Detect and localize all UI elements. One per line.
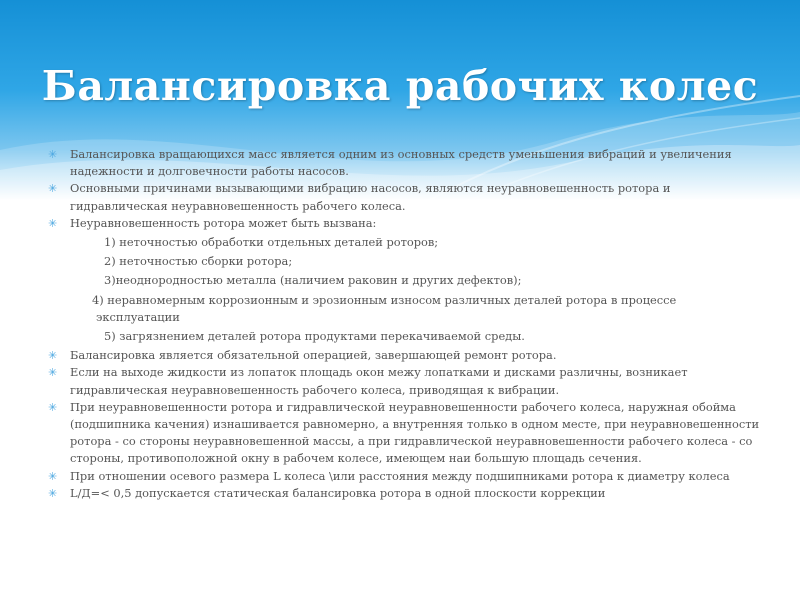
star-bullet-icon: ✳ <box>48 148 58 161</box>
star-bullet-icon: ✳ <box>48 400 58 414</box>
slide-body <box>48 146 760 502</box>
sub-item: 4) неравномерным коррозионным и эрозионным износом различных деталей ротора в процессе <box>92 292 677 307</box>
slide-title: Балансировка рабочих колес <box>41 62 759 110</box>
sub-item: 2) неточностью сборки ротора; <box>104 254 293 269</box>
star-bullet-icon: ✳ <box>48 216 58 230</box>
list-item: ✳ Неуравновешенность ротора может быть вызвана: <box>48 215 760 232</box>
list-item: ✳ Балансировка вращающихся масс является одним из основных средств уменьшения вибраций и увеличения надежности и долговечности работы насосов. <box>48 147 732 179</box>
star-bullet-icon: ✳ <box>48 182 58 196</box>
sub-item-continuation: эксплуатации <box>96 309 180 324</box>
sub-item: 3)неоднородностью металла (наличием раковин и других дефектов); <box>104 273 522 288</box>
star-bullet-icon: ✳ <box>48 349 58 363</box>
list-item: ✳ Если на выходе жидкости из лопаток площадь окон межу лопатками и дисками различны, возникает гидравлическая неуравновешенность рабочего колеса, приводящая к вибрации. <box>48 365 688 397</box>
list-item: ✳ При отношении осевого размера L колеса \или расстояния между подшипниками ротора к диаметру колеса <box>48 468 760 485</box>
list-item: ✳ Балансировка является обязательной операцией, завершающей ремонт ротора. <box>48 347 760 364</box>
list-item: ✳ L/Д=< 0,5 допускается статическая балансировка ротора в одной плоскости коррекции <box>48 485 760 502</box>
list-item: ✳ Основными причинами вызывающими вибрацию насосов, являются неуравновешенность ротора и гидравлическая неуравновешенность рабочего колеса. <box>48 181 671 213</box>
star-bullet-icon: ✳ <box>48 366 58 380</box>
sub-item: 5) загрязнением деталей ротора продуктами перекачиваемой среды. <box>104 329 525 344</box>
sub-item: 1) неточностью обработки отдельных деталей роторов; <box>104 235 439 250</box>
list-item: ✳ При неуравновешенности ротора и гидравлической неуравновешенности рабочего колеса, наружная обойма (подшипника качения) изнашивается равномерно, а внутренняя только в одном месте, при неуравновешенности ротора - со стороны неуравновешенной массы, а при гидравлической неуравновешенности рабочего колеса - со стороны, противоположной окну в рабочем колесе, имеющем наи большую площадь сечения. <box>48 399 760 466</box>
star-bullet-icon: ✳ <box>48 469 58 483</box>
star-bullet-icon: ✳ <box>48 486 58 500</box>
